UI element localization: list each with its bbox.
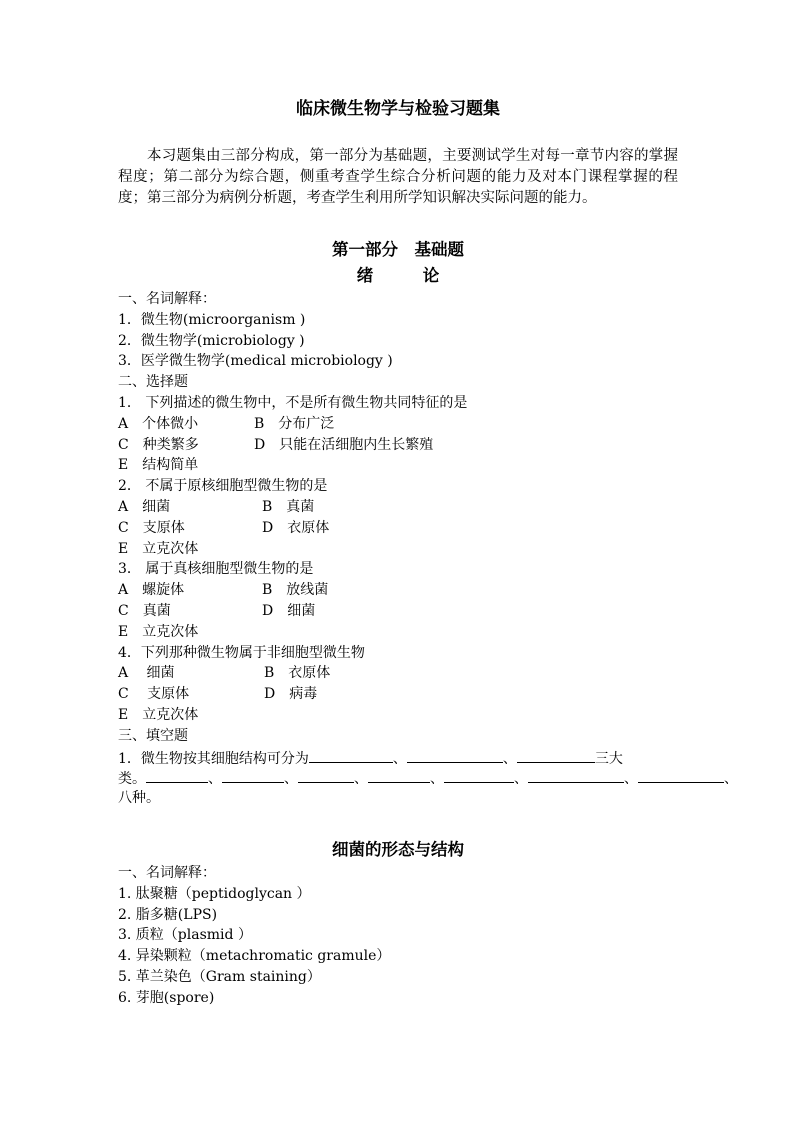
- option-e: E 立克次体: [118, 623, 199, 640]
- option-b: B 衣原体: [264, 665, 331, 682]
- option-row: [118, 601, 678, 622]
- document-title: 临床微生物学与检验习题集: [296, 99, 500, 119]
- option-c: C 支原体: [118, 686, 190, 703]
- term-item: 5. 革兰染色（Gram staining）: [118, 968, 321, 985]
- option-row: [118, 497, 678, 518]
- terms-heading: 一、名词解释：: [118, 864, 216, 881]
- option-b: B 放线菌: [262, 582, 329, 599]
- fill-blank[interactable]: [444, 767, 514, 783]
- separator: 、: [724, 771, 738, 788]
- fill-question-text: 类。: [118, 771, 146, 788]
- term-item: 3．医学微生物学(medical microbiology ): [118, 353, 393, 370]
- option-row: [118, 580, 678, 601]
- term-item: 3. 质粒（plasmid ）: [118, 927, 252, 944]
- option-row: [118, 684, 678, 705]
- separator: 、: [624, 771, 638, 788]
- fill-blank[interactable]: [368, 767, 430, 783]
- option-a: A 细菌: [118, 498, 171, 515]
- fill-question-1: [118, 747, 678, 768]
- option-d: D 只能在活细胞内生长繁殖: [254, 436, 434, 453]
- option-b: B 分布广泛: [254, 415, 335, 432]
- option-e: E 立克次体: [118, 540, 199, 557]
- separator: 、: [284, 771, 298, 788]
- option-b: B 真菌: [262, 498, 315, 515]
- fill-blank[interactable]: [298, 767, 354, 783]
- fill-question-text: 三大: [594, 750, 623, 767]
- option-row: [118, 663, 678, 684]
- separator: 、: [354, 771, 368, 788]
- option-row: [118, 539, 678, 560]
- option-a: A 细菌: [118, 665, 175, 682]
- separator: 、: [392, 750, 407, 767]
- separator: 、: [514, 771, 528, 788]
- term-item: 2. 脂多糖(LPS): [118, 906, 218, 923]
- fill-question-text: 1．微生物按其细胞结构可分为: [118, 750, 309, 767]
- mc-heading: 二、选择题: [118, 374, 188, 391]
- option-row: [118, 435, 678, 456]
- term-item: 2．微生物学(microbiology ): [118, 332, 305, 349]
- option-row: [118, 455, 678, 476]
- option-e: E 结构简单: [118, 457, 199, 474]
- fill-question-1-cont: [118, 767, 794, 788]
- term-item: 4. 异染颗粒（metachromatic gramule）: [118, 948, 391, 965]
- question-4: 4．下列那种微生物属于非细胞型微生物: [118, 644, 365, 661]
- option-d: D 病毒: [264, 686, 318, 703]
- term-item: 1．微生物(microorganism ): [118, 311, 306, 328]
- fill-blank[interactable]: [638, 767, 724, 783]
- fill-blank[interactable]: [309, 747, 393, 763]
- option-a: A 个体微小: [118, 415, 199, 432]
- term-item: 6. 芽胞(spore): [118, 989, 215, 1006]
- question-2: 2． 不属于原核细胞型微生物的是: [118, 478, 328, 495]
- fill-blank[interactable]: [517, 747, 595, 763]
- terms-heading: 一、名词解释：: [118, 291, 216, 307]
- option-d: D 细菌: [262, 602, 316, 619]
- question-3: 3． 属于真核细胞型微生物的是: [118, 561, 314, 578]
- fill-blank[interactable]: [146, 767, 208, 783]
- option-c: C 支原体: [118, 519, 185, 536]
- separator: 、: [208, 771, 222, 788]
- term-item: 1. 肽聚糖（peptidoglycan ）: [118, 885, 311, 902]
- option-row: [118, 705, 678, 726]
- option-a: A 螺旋体: [118, 582, 185, 599]
- separator: 、: [502, 750, 517, 767]
- option-e: E 立克次体: [118, 706, 199, 723]
- option-c: C 真菌: [118, 602, 171, 619]
- separator: 、: [430, 771, 444, 788]
- option-row: [118, 414, 678, 435]
- option-c: C 种类繁多: [118, 436, 199, 453]
- part1-title: 第一部分 基础题: [332, 240, 464, 259]
- question-1: 1． 下列描述的微生物中，不是所有微生物共同特征的是: [118, 394, 468, 411]
- chapter-title-introduction: 绪 论: [356, 266, 440, 285]
- option-d: D 衣原体: [262, 519, 330, 536]
- fill-question-1-end: 八种。: [118, 790, 160, 807]
- fill-heading: 三、填空题: [118, 727, 188, 744]
- option-row: [118, 518, 678, 539]
- intro-paragraph: 本习题集由三部分构成，第一部分为基础题，主要测试学生对每一章节内容的掌握程度；第二部分为综合题，侧重考查学生综合分析问题的能力及对本门课程掌握的程度；第三部分为病例分析题，考查学生利用所学知识解决实际问题的能力。: [118, 148, 678, 206]
- option-row: [118, 622, 678, 643]
- fill-blank[interactable]: [407, 747, 503, 763]
- fill-blank[interactable]: [528, 767, 624, 783]
- document-page: [118, 96, 738, 1009]
- fill-blank[interactable]: [222, 767, 284, 783]
- section-title-bacteria-morphology: 细菌的形态与结构: [332, 839, 464, 859]
